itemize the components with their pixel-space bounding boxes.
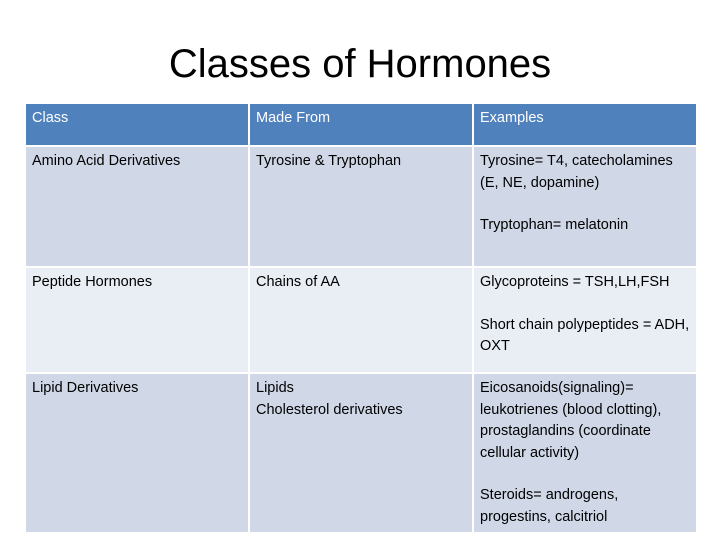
made-from-line: Tyrosine & Tryptophan [256,153,402,169]
class-cell: Amino Acid Derivatives [25,146,249,267]
class-cell: Lipid Derivatives [25,373,249,533]
table-row [25,146,697,267]
made-from-line: Chains of AA [256,274,340,290]
made-from-line: Lipids [256,380,294,396]
table-row [25,373,697,533]
examples-cell [473,267,697,373]
table-row [25,267,697,373]
header-class: Class [25,103,249,146]
example-paragraph: Steroids= androgens, progestins, calcitriol [480,487,619,525]
header-made-from: Made From [249,103,473,146]
table-header-row [25,103,697,146]
slide-title: Classes of Hormones [168,42,552,86]
class-cell: Peptide Hormones [25,267,249,373]
example-paragraph: Tryptophan= melatonin [480,217,629,233]
made-from-cell [249,373,473,533]
example-paragraph: Short chain polypeptides = ADH, OXT [480,316,690,354]
made-from-cell [249,146,473,267]
header-examples: Examples [473,103,697,146]
example-paragraph: Glycoproteins = TSH,LH,FSH [480,274,670,290]
made-from-cell [249,267,473,373]
example-paragraph: Tyrosine= T4, catecholamines (E, NE, dopamine) [480,153,673,191]
examples-cell [473,146,697,267]
hormone-classes-table [24,102,698,534]
made-from-line: Cholesterol derivatives [256,401,403,418]
examples-cell [473,373,697,533]
example-paragraph: Eicosanoids(signaling)= leukotrienes (blood clotting), prostaglandins (coordinate cellular activity) [480,380,662,461]
